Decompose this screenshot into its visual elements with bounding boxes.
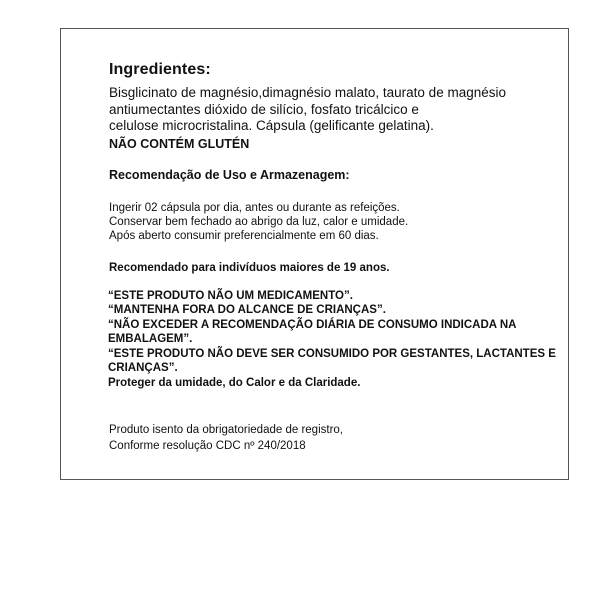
registry-notice [109, 422, 565, 454]
product-label-panel [60, 28, 569, 480]
warning-line: “ESTE PRODUTO NÃO DEVE SER CONSUMIDO POR GESTANTES, LACTANTES E CRIANÇAS”. [108, 347, 556, 374]
registry-line: Produto isento da obrigatoriedade de registro, [109, 424, 343, 436]
warning-line: “MANTENHA FORA DO ALCANCE DE CRIANÇAS”. [108, 304, 386, 316]
warning-line: “NÃO EXCEDER A RECOMENDAÇÃO DIÁRIA DE CONSUMO INDICADA NA EMBALAGEM”. [108, 318, 517, 345]
usage-line: Após aberto consumir preferencialmente em 60 dias. [109, 229, 379, 242]
usage-heading: Recomendação de Uso e Armazenagem: [109, 167, 350, 182]
ingredients-line: celulose microcristalina. Cápsula (gelificante gelatina). [109, 118, 434, 133]
usage-line: Conservar bem fechado ao abrigo da luz, calor e umidade. [109, 215, 409, 228]
usage-line: Ingerir 02 cápsula por dia, antes ou durante as refeições. [109, 201, 400, 214]
gluten-notice: NÃO CONTÉM GLUTÉN [109, 136, 250, 151]
ingredients-line: Bisglicinato de magnésio,dimagnésio malato, taurato de magnésio [109, 85, 506, 100]
warning-line: Proteger da umidade, do Calor e da Claridade. [108, 376, 361, 389]
age-recommendation: Recomendado para indivíduos maiores de 19 anos. [109, 261, 390, 274]
warning-line: “ESTE PRODUTO NÃO UM MEDICAMENTO”. [108, 289, 353, 302]
label-content [109, 61, 565, 454]
usage-instructions [109, 201, 565, 243]
ingredients-heading: Ingredientes: [109, 61, 211, 78]
warnings-block [108, 289, 566, 391]
registry-line: Conforme resolução CDC nº 240/2018 [109, 440, 306, 452]
ingredients-line: antiumectantes dióxido de silício, fosfato tricálcico e [109, 101, 419, 117]
